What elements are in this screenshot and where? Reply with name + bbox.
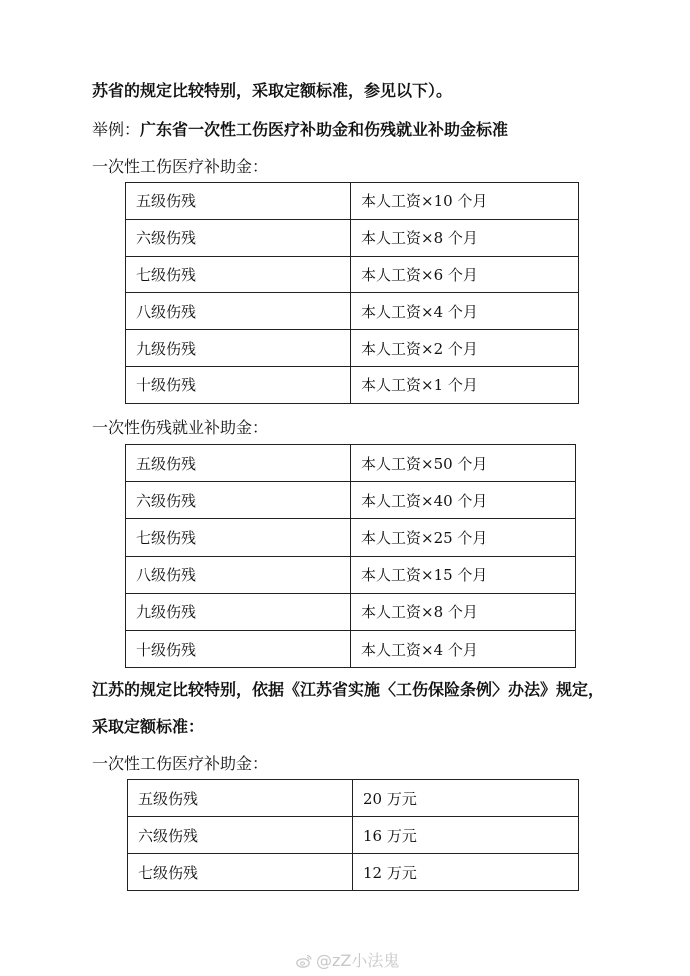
grade-cell: 七级伤残 [126, 256, 351, 293]
table-row [128, 854, 579, 891]
table-row [126, 293, 579, 330]
example-prefix: 举例： [92, 120, 141, 139]
grade-cell: 八级伤残 [126, 293, 351, 330]
amount-cell: 本人工资×8 个月 [351, 593, 576, 630]
amount-cell: 本人工资×40 个月 [351, 482, 576, 519]
amount-cell: 本人工资×4 个月 [351, 293, 579, 330]
amount-cell: 本人工资×2 个月 [351, 330, 579, 367]
watermark-text: @zZ小法鬼 [316, 951, 400, 970]
table-row [126, 256, 579, 293]
medical-subsidy-label: 一次性工伤医疗补助金： [92, 157, 269, 176]
table-row [126, 183, 579, 220]
grade-cell: 七级伤残 [126, 519, 351, 556]
grade-cell: 六级伤残 [128, 817, 353, 854]
watermark [296, 948, 399, 971]
example-heading [92, 120, 508, 140]
grade-cell: 十级伤残 [126, 630, 351, 667]
weibo-icon [296, 953, 312, 967]
grade-cell: 五级伤残 [126, 183, 351, 220]
guangdong-medical-table [125, 182, 579, 404]
intro-tail-line: 苏省的规定比较特别，采取定额标准，参见以下）。 [92, 81, 453, 100]
amount-cell: 本人工资×6 个月 [351, 256, 579, 293]
jiangsu-rule-line-1: 江苏的规定比较特别，依据《江苏省实施〈工伤保险条例〉办法》规定， [92, 680, 605, 699]
jiangsu-rule-line-2: 采取定额标准： [92, 717, 205, 736]
grade-cell: 九级伤残 [126, 330, 351, 367]
table-row [126, 219, 579, 256]
table-row [126, 593, 576, 630]
amount-cell: 16 万元 [353, 817, 579, 854]
table-row [126, 630, 576, 667]
amount-cell: 本人工资×4 个月 [351, 630, 576, 667]
grade-cell: 十级伤残 [126, 366, 351, 403]
amount-cell: 本人工资×25 个月 [351, 519, 576, 556]
amount-cell: 本人工资×10 个月 [351, 183, 579, 220]
table-row [126, 482, 576, 519]
table-row [126, 445, 576, 482]
jiangsu-medical-label: 一次性工伤医疗补助金： [92, 754, 269, 773]
guangdong-employment-table [125, 444, 576, 668]
amount-cell: 12 万元 [353, 854, 579, 891]
grade-cell: 六级伤残 [126, 219, 351, 256]
example-title: 广东省一次性工伤医疗补助金和伤残就业补助金标准 [140, 120, 509, 139]
amount-cell: 本人工资×15 个月 [351, 556, 576, 593]
grade-cell: 五级伤残 [128, 780, 353, 817]
table-row [126, 366, 579, 403]
grade-cell: 九级伤残 [126, 593, 351, 630]
table-row [126, 519, 576, 556]
jiangsu-medical-table [127, 779, 579, 891]
table-row [126, 556, 576, 593]
amount-cell: 20 万元 [353, 780, 579, 817]
amount-cell: 本人工资×8 个月 [351, 219, 579, 256]
grade-cell: 八级伤残 [126, 556, 351, 593]
amount-cell: 本人工资×1 个月 [351, 366, 579, 403]
amount-cell: 本人工资×50 个月 [351, 445, 576, 482]
table-row [126, 330, 579, 367]
employment-subsidy-label: 一次性伤残就业补助金： [92, 418, 269, 437]
grade-cell: 五级伤残 [126, 445, 351, 482]
grade-cell: 六级伤残 [126, 482, 351, 519]
grade-cell: 七级伤残 [128, 854, 353, 891]
table-row [128, 817, 579, 854]
table-row [128, 780, 579, 817]
